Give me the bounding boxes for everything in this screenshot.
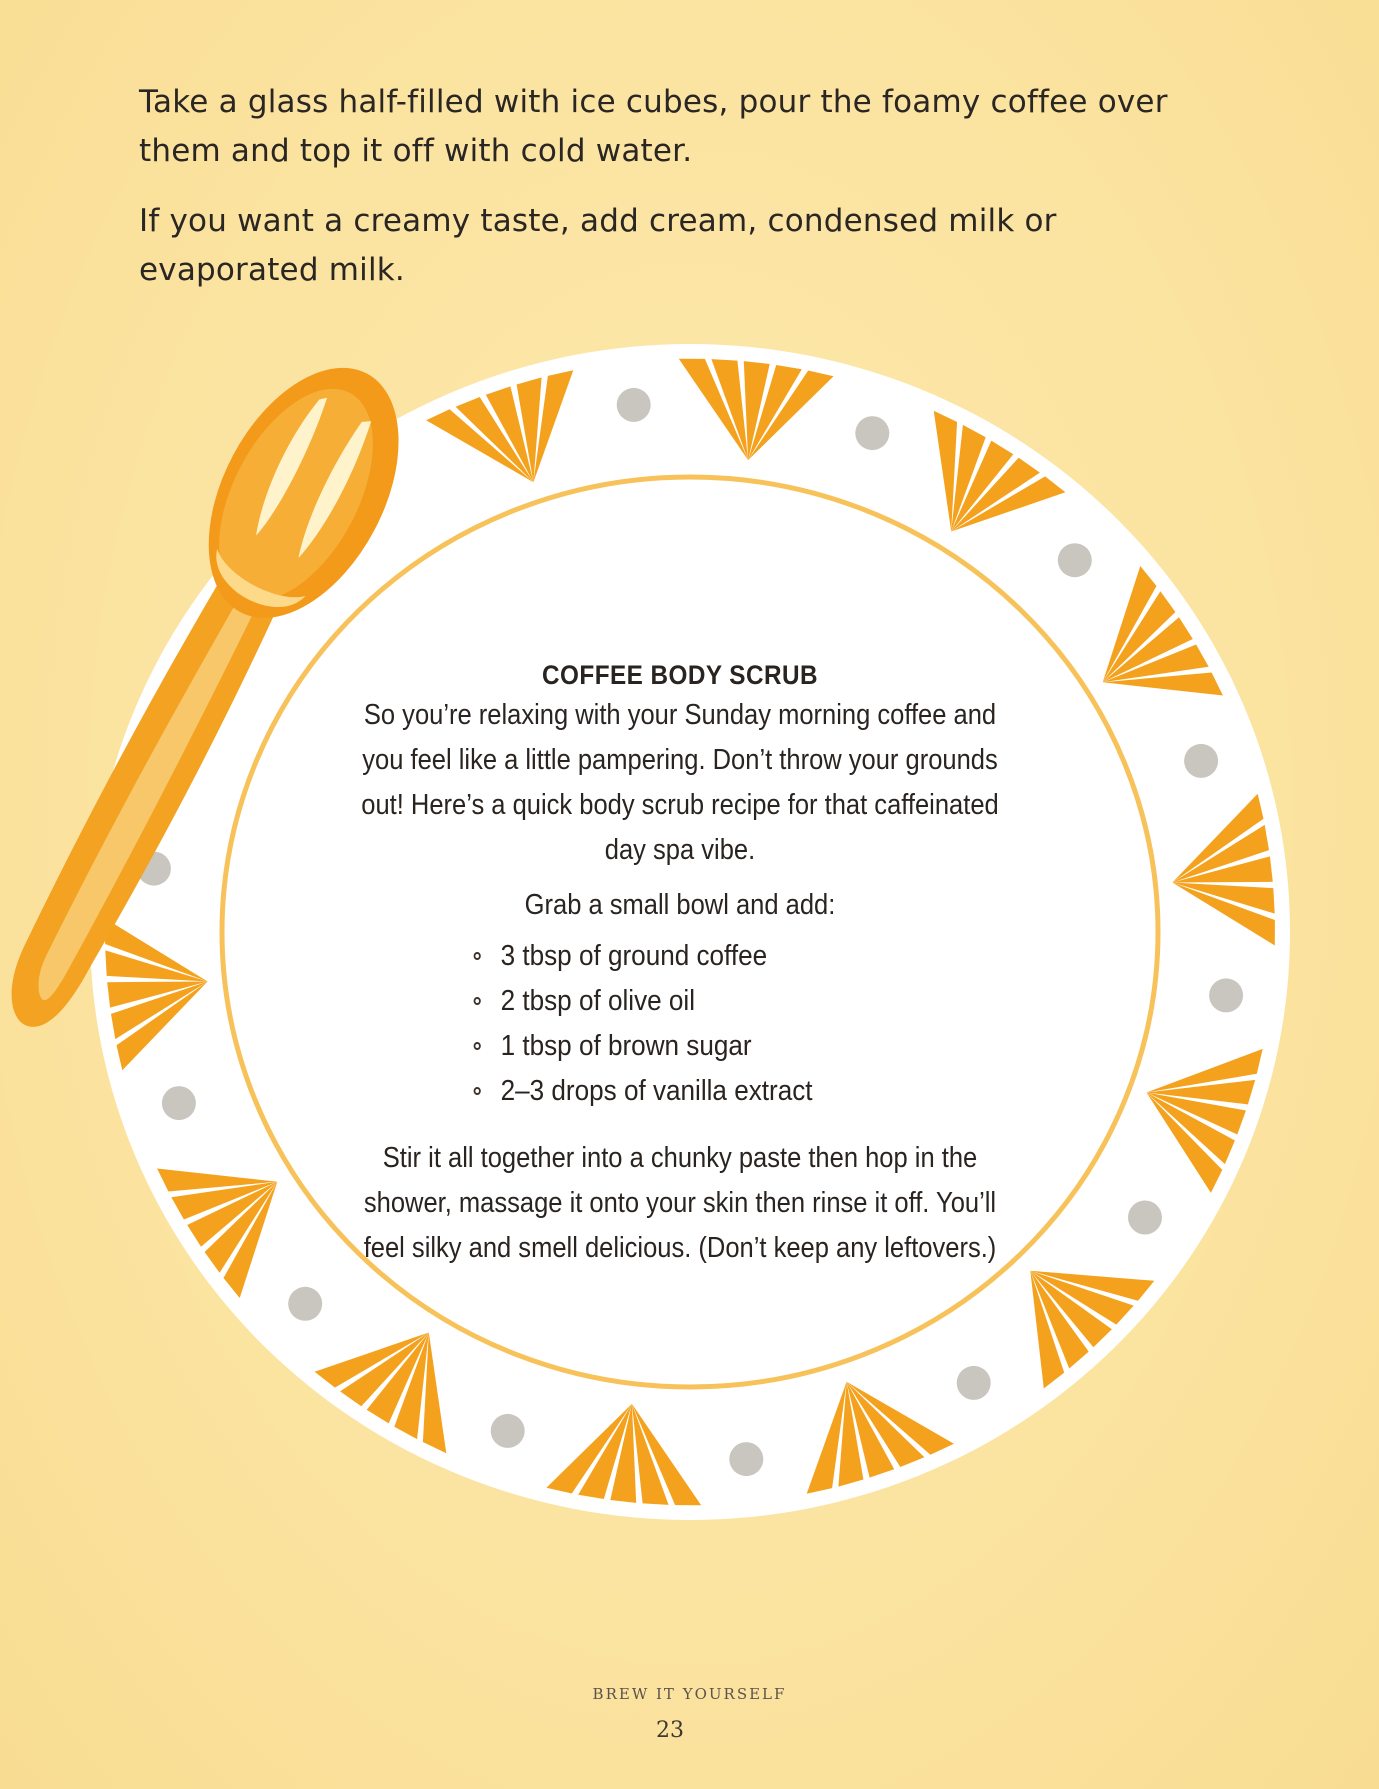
- intro-paragraph-creamy: If you want a creamy taste, add cream, condensed milk or evaporated milk.: [139, 203, 1057, 288]
- bullet-icon: [474, 952, 481, 960]
- recipe-instructions: Stir it all together into a chunky paste then hop in the shower, massage it onto your skin then rinse it off. You’ll feel silky and smell delicious. (Don’t keep any leftovers.): [363, 1142, 997, 1264]
- recipe-lead: Grab a small bowl and add:: [524, 889, 836, 921]
- rim-dot: [1058, 543, 1092, 577]
- ingredient-item: [470, 934, 848, 979]
- ingredient-item: [470, 1024, 848, 1069]
- rim-dot: [855, 416, 889, 450]
- ingredient-item: [470, 1069, 848, 1114]
- recipe-description: So you’re relaxing with your Sunday morning coffee and you feel like a little pampering. Don’t throw your grounds out! Here’s a quick body scrub recipe for that caffeinated day spa vibe.: [361, 699, 999, 866]
- recipe-title: COFFEE BODY SCRUB: [542, 660, 818, 690]
- intro-paragraph-ice: Take a glass half-filled with ice cubes, pour the foamy coffee over them and top it off with cold water.: [139, 84, 1168, 169]
- rim-dot: [617, 388, 651, 422]
- rim-dot: [491, 1414, 525, 1448]
- bullet-icon: [474, 997, 481, 1005]
- ingredient-list: [470, 934, 890, 1114]
- ingredient-text: 3 tbsp of ground coffee: [500, 940, 768, 972]
- ingredient-text: 1 tbsp of brown sugar: [500, 1030, 752, 1062]
- bullet-icon: [474, 1087, 481, 1095]
- rim-dot: [1128, 1201, 1162, 1235]
- page-number: 23: [656, 1718, 684, 1743]
- rim-dot: [1209, 978, 1243, 1012]
- recipe-card: [300, 660, 1060, 1271]
- bullet-icon: [474, 1042, 481, 1050]
- rim-dot: [1184, 744, 1218, 778]
- rim-dot: [729, 1442, 763, 1476]
- rim-dot: [957, 1366, 991, 1400]
- ingredient-text: 2–3 drops of vanilla extract: [500, 1075, 813, 1107]
- rim-dot: [162, 1086, 196, 1120]
- running-footer-title: BREW IT YOURSELF: [592, 1685, 787, 1703]
- ingredient-item: [470, 979, 848, 1024]
- rim-dot: [288, 1287, 322, 1321]
- ingredient-text: 2 tbsp of olive oil: [500, 985, 696, 1017]
